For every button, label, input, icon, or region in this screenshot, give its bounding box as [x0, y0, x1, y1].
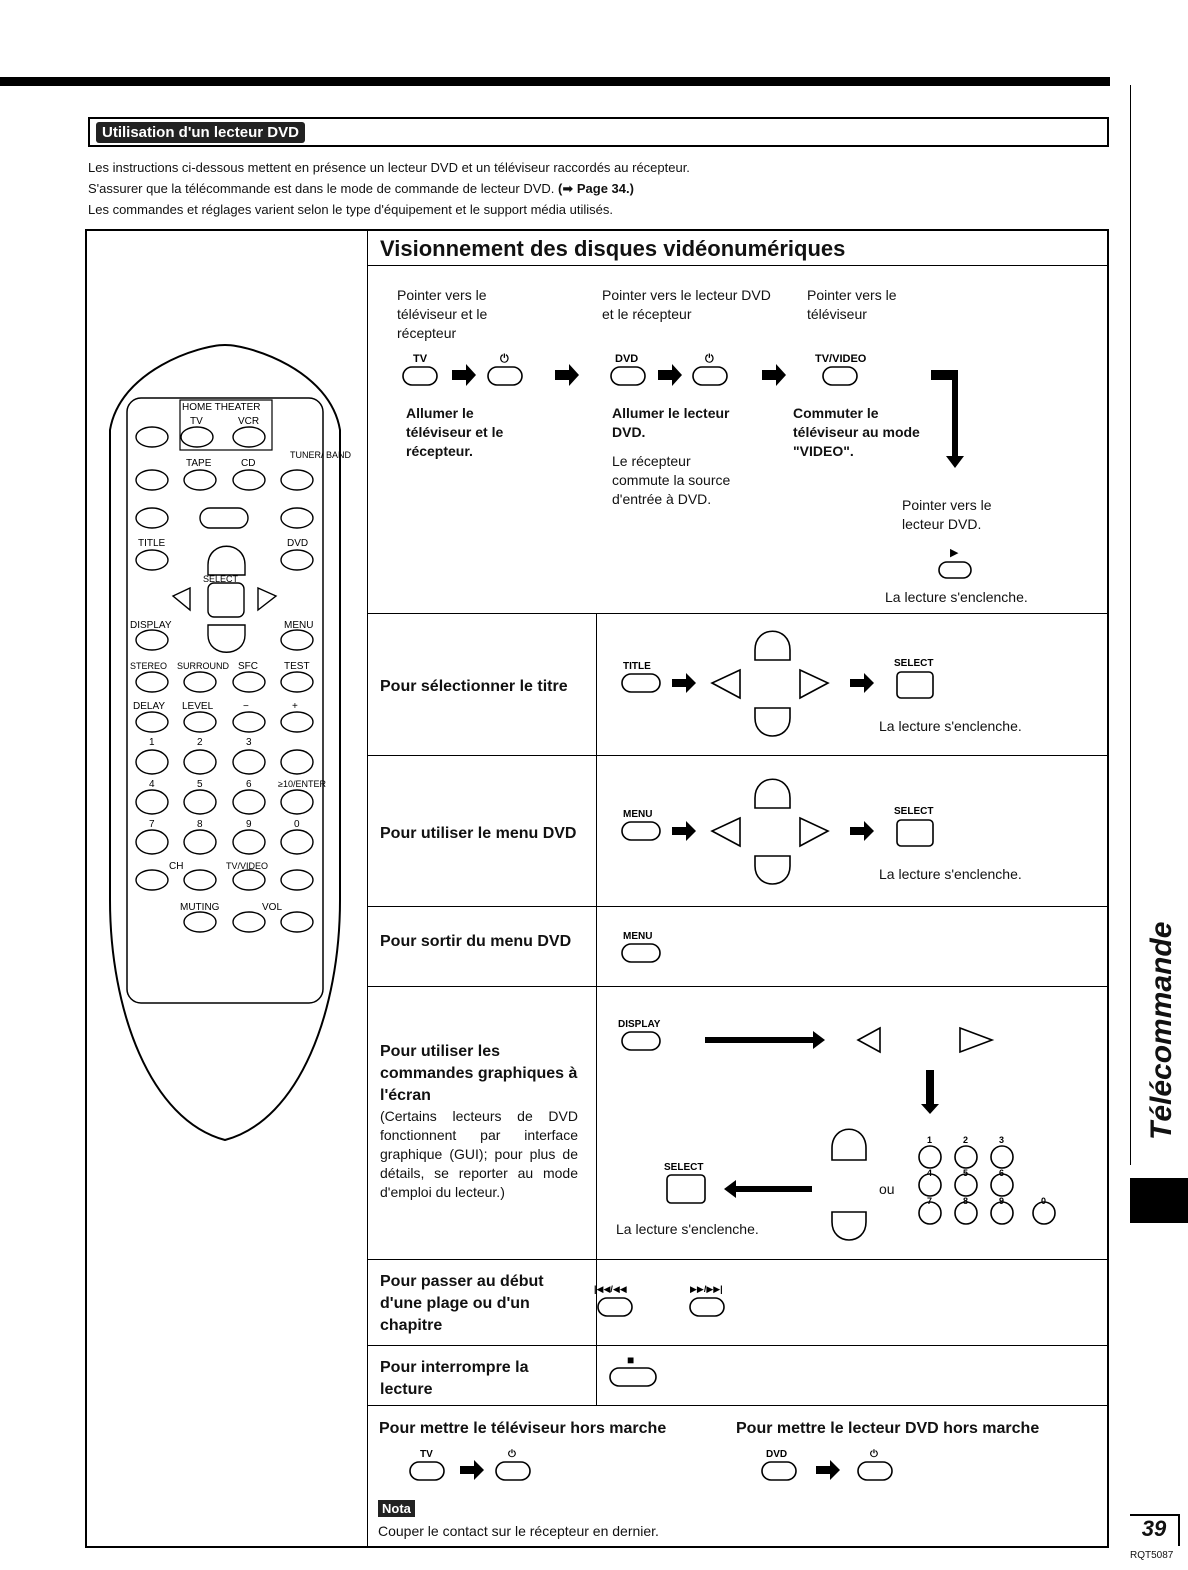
- row-stop-label: Pour interrompre la lecture: [380, 1359, 529, 1398]
- remote-vol: VOL: [262, 902, 283, 913]
- remote-n5: 5: [197, 779, 203, 790]
- n4-label: 4: [927, 1168, 933, 1178]
- top-flow: [403, 367, 971, 578]
- remote-tape: TAPE: [186, 458, 212, 469]
- n2-label: 2: [963, 1135, 969, 1145]
- remote-sfc: SFC: [238, 661, 258, 672]
- side-tab-label: Télécommande: [1145, 921, 1178, 1140]
- n1-label: 1: [927, 1135, 933, 1145]
- remote-n8: 8: [197, 819, 203, 830]
- tvvideo-button: [823, 367, 857, 385]
- power-label: ⏻: [870, 1449, 878, 1460]
- intro-line-1: Les instructions ci-dessous mettent en présence un lecteur DVD et un téléviseur raccordés au récepteur.: [88, 160, 690, 175]
- page-number: 39: [1130, 1514, 1180, 1546]
- n6-label: 6: [999, 1168, 1005, 1178]
- title-label: TITLE: [623, 661, 651, 672]
- nota-text: Couper le contact sur le récepteur en dernier.: [378, 1523, 659, 1539]
- power-label: ⏻: [705, 353, 714, 365]
- n9-label: 9: [999, 1196, 1005, 1206]
- row-gui-label: Pour utiliser les commandes graphiques à l'écran: [380, 1043, 578, 1104]
- remote-n1: 1: [149, 737, 155, 748]
- remote-enter: ≥10/ENTER: [278, 779, 326, 789]
- remote-n7: 7: [149, 819, 155, 830]
- remote-menu: MENU: [284, 620, 314, 631]
- remote-display: DISPLAY: [130, 620, 172, 631]
- stop-label: ■: [627, 1353, 635, 1367]
- power-button: [488, 367, 522, 385]
- skip-back-label: |◀◀/◀◀: [594, 1284, 627, 1294]
- power-label: ⏻: [500, 353, 509, 365]
- playback-note: La lecture s'enclenche.: [879, 866, 1022, 882]
- power-button: [693, 367, 727, 385]
- remote-n2: 2: [197, 737, 203, 748]
- remote-n4: 4: [149, 779, 155, 790]
- main-heading: Visionnement des disques vidéonumériques: [380, 236, 846, 261]
- remote-select: SELECT: [203, 574, 239, 584]
- remote-tv: TV: [190, 416, 203, 427]
- tv-button: [403, 367, 437, 385]
- n8-label: 8: [963, 1196, 969, 1206]
- intro-text: S'assurer que la télécommande est dans le mode de commande de lecteur DVD.: [88, 181, 555, 196]
- intro-line-3: Les commandes et réglages varient selon le type d'équipement et le support média utilisés.: [88, 202, 613, 217]
- playback-note: La lecture s'enclenche.: [879, 718, 1022, 734]
- doc-code: RQT5087: [1130, 1550, 1174, 1561]
- remote-vcr: VCR: [238, 416, 260, 427]
- select-label: SELECT: [664, 1162, 704, 1173]
- menu-label: MENU: [623, 931, 653, 942]
- tvvideo-label: TV/VIDEO: [815, 353, 867, 365]
- remote-plus: +: [292, 701, 298, 712]
- point-tv: Pointer vers le téléviseur: [807, 287, 897, 322]
- play-button: [939, 562, 971, 578]
- nota-badge: Nota: [378, 1500, 415, 1517]
- or-label: ou: [879, 1181, 895, 1197]
- title-row-buttons: [410, 631, 1055, 1480]
- remote-test: TEST: [284, 661, 310, 672]
- row-title-label: Pour sélectionner le titre: [380, 678, 568, 695]
- playback-note: La lecture s'enclenche.: [885, 589, 1028, 605]
- action-video: Commuter le téléviseur au mode "VIDEO".: [793, 405, 920, 459]
- remote-home-theater: HOME THEATER: [182, 402, 261, 413]
- remote-cd: CD: [241, 458, 256, 469]
- playback-note: La lecture s'enclenche.: [616, 1221, 759, 1237]
- row-exit-label: Pour sortir du menu DVD: [380, 933, 572, 950]
- point-dvd-receiver: Pointer vers le lecteur DVD et le récepteur: [602, 287, 771, 322]
- remote-control: [110, 345, 340, 1140]
- page-ref: (➡ Page 34.): [558, 181, 634, 196]
- row-gui-note: (Certains lecteurs de DVD fonctionnent par interface graphique (GUI); pour plus de détails, se reporter au mode d'emploi du lecteur.): [380, 1108, 578, 1200]
- remote-delay: DELAY: [133, 701, 166, 712]
- power-label: ⏻: [508, 1449, 516, 1460]
- remote-stereo: STEREO: [130, 661, 168, 671]
- select-label: SELECT: [894, 806, 934, 817]
- remote-title: TITLE: [138, 538, 166, 549]
- note-source: Le récepteur commute la source d'entrée à DVD.: [612, 453, 731, 507]
- remote-dvd: DVD: [287, 538, 309, 549]
- row-button-labels: [420, 658, 1046, 1460]
- remote-n9: 9: [246, 819, 252, 830]
- tv-label: TV: [413, 353, 428, 365]
- dvd-label: DVD: [615, 353, 639, 365]
- remote-ch: CH: [169, 861, 184, 872]
- row-arrows: [460, 673, 939, 1480]
- point-tv-receiver: Pointer vers le téléviseur et le récepteur: [397, 287, 488, 341]
- n5-label: 5: [963, 1168, 969, 1178]
- row-skip-label: Pour passer au début d'une plage ou d'un chapitre: [380, 1273, 544, 1334]
- remote-n3: 3: [246, 737, 252, 748]
- remote-level: LEVEL: [182, 701, 214, 712]
- play-label: ▶: [950, 547, 959, 559]
- dvd-label: DVD: [766, 1449, 788, 1460]
- point-dvd: Pointer vers le lecteur DVD.: [902, 497, 992, 532]
- remote-n6: 6: [246, 779, 252, 790]
- dvd-button: [611, 367, 645, 385]
- remote-tvvideo: TV/VIDEO: [226, 861, 269, 871]
- dvd-off-label: Pour mettre le lecteur DVD hors marche: [736, 1420, 1040, 1437]
- tv-off-label: Pour mettre le téléviseur hors marche: [379, 1420, 667, 1437]
- action-tv-receiver: Allumer le téléviseur et le récepteur.: [406, 405, 504, 459]
- remote-tuner: TUNER/ BAND: [290, 450, 352, 460]
- menu-label: MENU: [623, 809, 653, 820]
- tv-label: TV: [420, 1449, 433, 1460]
- remote-surround: SURROUND: [177, 661, 230, 671]
- row-menu-label: Pour utiliser le menu DVD: [380, 825, 577, 842]
- n0-label: 0: [1041, 1196, 1047, 1206]
- remote-n0: 0: [294, 819, 300, 830]
- skip-fwd-label: ▶▶/▶▶|: [690, 1284, 723, 1294]
- remote-muting: MUTING: [180, 902, 220, 913]
- action-dvd: Allumer le lecteur DVD.: [612, 405, 730, 440]
- remote-minus: −: [243, 701, 249, 712]
- n3-label: 3: [999, 1135, 1005, 1145]
- select-label: SELECT: [894, 658, 934, 669]
- display-label: DISPLAY: [618, 1019, 661, 1030]
- remote-buttons: [136, 427, 313, 932]
- section-title: Utilisation d'un lecteur DVD: [96, 122, 305, 143]
- n7-label: 7: [927, 1196, 933, 1206]
